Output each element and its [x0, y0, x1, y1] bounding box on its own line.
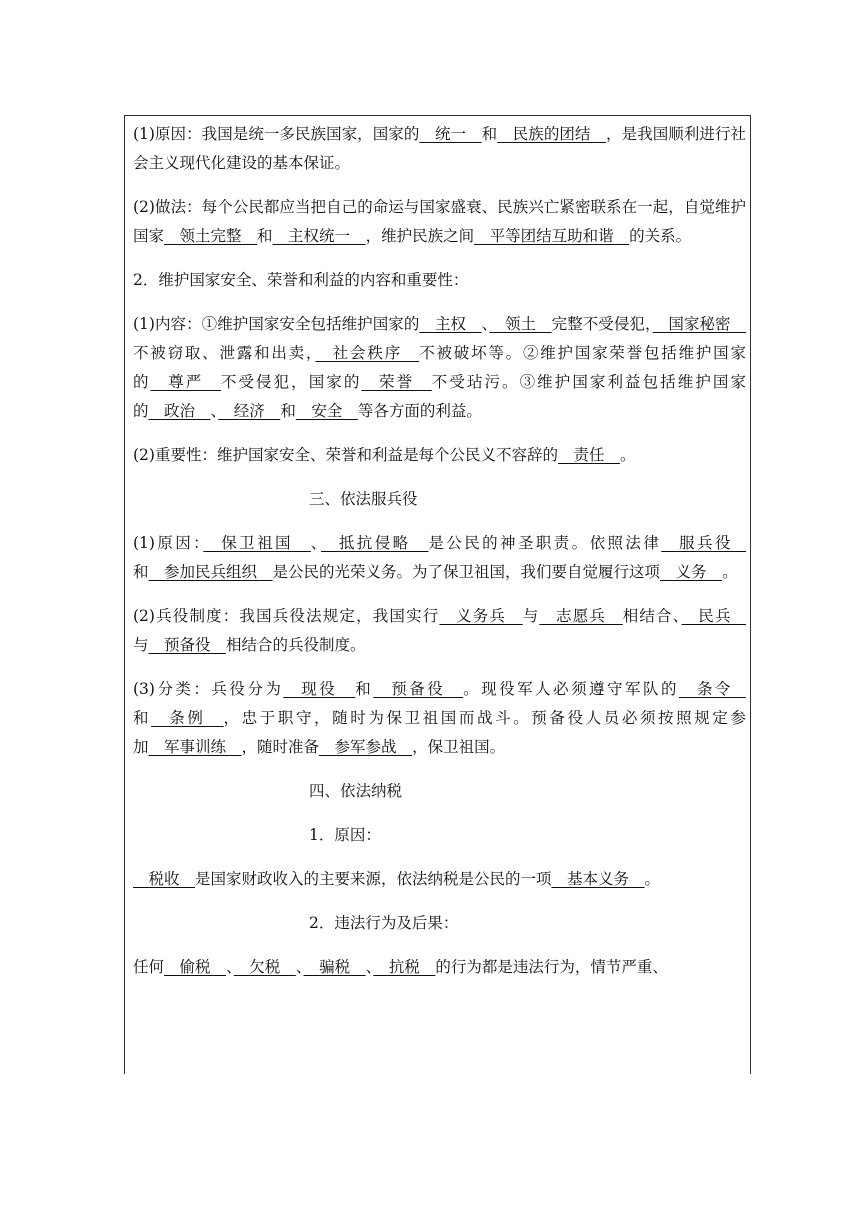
subheading-tax-violation: 2．违法行为及后果： — [309, 914, 459, 932]
blank-answer: 参加民兵组织 — [148, 563, 273, 581]
text: (1)原因： — [133, 534, 204, 552]
blank-answer: 主权统一 — [272, 227, 366, 245]
text: (2)重要性：维护国家安全、荣誉和利益是每个公民义不容辞的 — [133, 446, 558, 464]
blank-answer: 民族的团结 — [497, 125, 607, 143]
text: 与 — [133, 636, 149, 654]
blank-answer: 预备役 — [373, 680, 464, 698]
blank-answer: 预备役 — [148, 636, 227, 654]
blank-answer: 抗税 — [373, 958, 436, 976]
blank-answer: 民兵 — [681, 607, 746, 625]
text: (2)做法：每个公民都应当把自己的命运与国家盛衰、民族兴亡紧密联系在一起，自觉维护国家 — [133, 198, 746, 245]
text: ，是我国顺利进行社会主义现代化建设的基本保证。 — [133, 125, 746, 172]
blank-answer: 安全 — [295, 402, 358, 420]
paragraph-military-system — [133, 602, 746, 660]
blank-answer: 统一 — [419, 125, 482, 143]
text: 和 — [481, 125, 498, 143]
text: 等各方面的利益。 — [357, 402, 482, 420]
blank-answer: 领土完整 — [164, 227, 258, 245]
text: ，随时准备 — [241, 738, 320, 756]
text: 与 — [522, 607, 540, 625]
section-title-tax: 四、依法纳税 — [309, 782, 403, 800]
text: 。 — [644, 870, 661, 888]
blank-answer: 义务兵 — [439, 607, 523, 625]
blank-answer: 现役 — [283, 680, 356, 698]
text: 和 — [355, 680, 374, 698]
text: 和 — [133, 563, 149, 581]
paragraph-unity-method — [133, 193, 746, 251]
paragraph-military-types — [133, 675, 746, 762]
blank-answer: 保卫祖国 — [203, 534, 311, 552]
text: 、 — [295, 958, 304, 976]
text: 是公民的光荣义务。为了保卫祖国，我们要自觉履行这项 — [272, 563, 661, 581]
blank-answer: 领土 — [489, 315, 552, 333]
text: 的关系。 — [629, 227, 692, 245]
document-frame — [124, 115, 751, 1074]
text: ，忠于职守，随时为保卫祖国而战斗。预备役人员必须按照规定参加 — [133, 709, 746, 756]
paragraph-security-importance — [133, 441, 746, 470]
text: 的行为都是违法行为，情节严重、 — [435, 958, 668, 976]
blank-answer: 基本义务 — [551, 870, 645, 888]
blank-answer: 军事训练 — [148, 738, 242, 756]
text: 不被窃取、泄露和出卖， — [133, 344, 316, 362]
blank-answer: 荣誉 — [361, 373, 432, 391]
blank-answer: 条令 — [678, 680, 746, 698]
text: 和 — [257, 227, 273, 245]
blank-answer: 偷税 — [164, 958, 227, 976]
text: 是公民的神圣职责。依照法律 — [428, 534, 662, 552]
paragraph-tax-reason — [133, 865, 746, 894]
subheading-tax-reason: 1．原因： — [309, 826, 381, 844]
blank-answer: 抵抗侵略 — [320, 534, 429, 552]
paragraph-unity-reason — [133, 120, 746, 178]
text: 任何 — [133, 958, 165, 976]
text: 、 — [310, 534, 321, 552]
text: (2)兵役制度：我国兵役法规定，我国实行 — [133, 607, 440, 625]
text: (1)原因：我国是统一多民族国家，国家的 — [133, 125, 420, 143]
heading-security: 2．维护国家安全、荣誉和利益的内容和重要性： — [133, 271, 469, 289]
blank-answer: 经济 — [218, 402, 281, 420]
text: (3)分类：兵役分为 — [133, 680, 284, 698]
text: ，维护民族之间 — [365, 227, 475, 245]
text: 不受玷污。③维护国家利益包括维护国家的 — [133, 373, 746, 420]
section-title-military: 三、依法服兵役 — [309, 490, 418, 508]
blank-answer: 志愿兵 — [539, 607, 623, 625]
text: 完整不受侵犯， — [551, 315, 653, 333]
text: 、 — [365, 958, 374, 976]
document-content — [133, 120, 746, 997]
blank-answer: 尊严 — [150, 373, 221, 391]
paragraph-security-content — [133, 310, 746, 426]
text: 相结合的兵役制度。 — [226, 636, 366, 654]
blank-answer: 国家秘密 — [652, 315, 746, 333]
text: 和 — [280, 402, 296, 420]
paragraph-military-reason — [133, 529, 746, 587]
text: 不被破坏等。②维护国家荣誉包括维护国家的 — [133, 344, 746, 391]
text: 不受侵犯，国家的 — [220, 373, 362, 391]
text: 是国家财政收入的主要来源，依法纳税是公民的一项 — [195, 870, 552, 888]
blank-answer: 社会秩序 — [315, 344, 420, 362]
text: (1)内容：①维护国家安全包括维护国家的 — [133, 315, 420, 333]
blank-answer: 条例 — [151, 709, 224, 727]
text: 。 — [619, 446, 636, 464]
text: 相结合、 — [622, 607, 682, 625]
blank-answer: 责任 — [557, 446, 620, 464]
blank-answer: 主权 — [419, 315, 482, 333]
blank-answer: 欠税 — [233, 958, 296, 976]
blank-answer: 骗税 — [303, 958, 366, 976]
text: 、 — [226, 958, 234, 976]
text: 和 — [133, 709, 152, 727]
blank-answer: 参军参战 — [319, 738, 413, 756]
text: 、 — [481, 315, 490, 333]
text: 。 — [722, 563, 738, 581]
text: 、 — [210, 402, 219, 420]
blank-answer: 服兵役 — [661, 534, 746, 552]
blank-answer: 义务 — [660, 563, 723, 581]
blank-answer: 平等团结互助和谐 — [474, 227, 630, 245]
blank-answer: 政治 — [148, 402, 211, 420]
blank-answer: 税收 — [133, 870, 196, 888]
text: ，保卫祖国。 — [412, 738, 506, 756]
paragraph-tax-violation — [133, 953, 746, 982]
text: 。现役军人必须遵守军队的 — [463, 680, 679, 698]
